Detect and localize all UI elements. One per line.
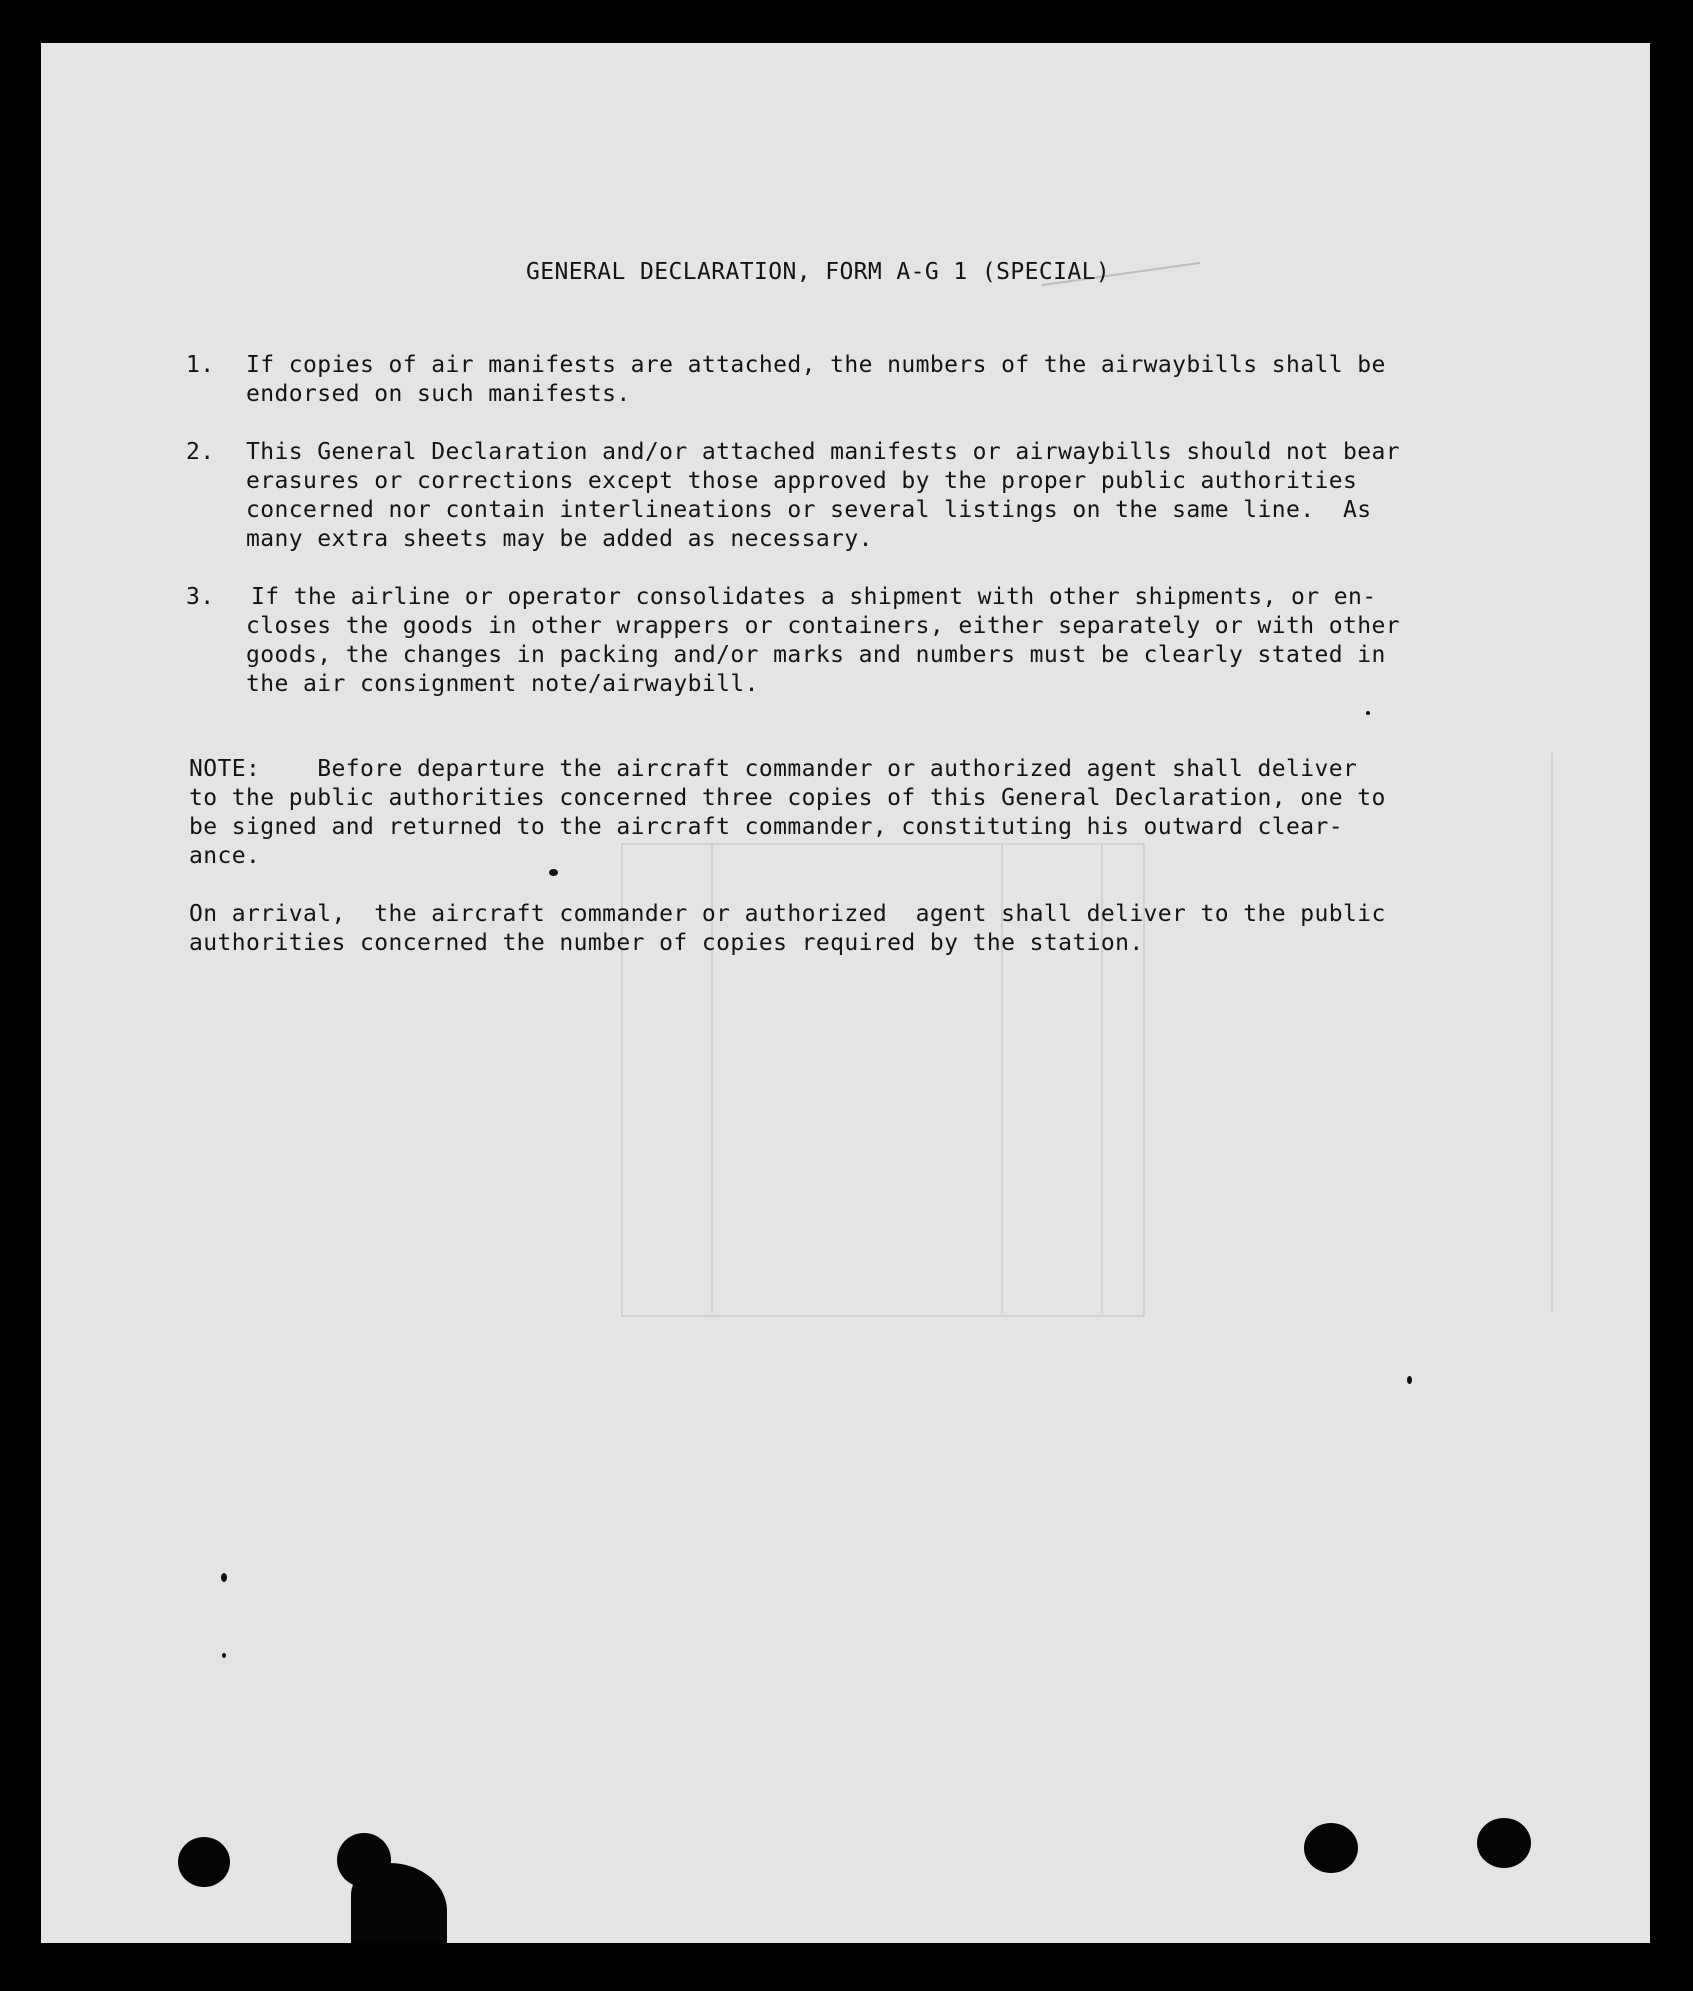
item-line: endorsed on such manifests. [246,381,631,407]
punch-hole [1304,1823,1358,1873]
item-line: This General Declaration and/or attached manifests or airwaybills should not bear [246,439,1401,465]
item-line: closes the goods in other wrappers or containers, either separately or with other [246,613,1401,639]
note-line: NOTE: Before departure the aircraft commander or authorized agent shall deliver [189,756,1358,782]
ink-speck [221,1573,227,1582]
page-title: GENERAL DECLARATION, FORM A-G 1 (SPECIAL) [526,259,1111,285]
item-line: concerned nor contain interlineations or several listings on the same line. As [246,497,1372,523]
item-line: If copies of air manifests are attached, the numbers of the airwaybills shall be [246,352,1386,378]
arrival-line: authorities concerned the number of copies required by the station. [189,930,1144,956]
item-line: erasures or corrections except those approved by the proper public authorities [246,468,1358,494]
ink-speck [549,869,558,876]
ink-speck [1366,711,1370,715]
punch-hole-tear [351,1863,447,1943]
note-line: ance. [189,843,261,869]
item-number: 2. [186,439,215,465]
document-page [41,43,1650,1943]
item-line: many extra sheets may be added as necessary. [246,526,873,552]
item-number: 1. [186,352,215,378]
ink-speck [222,1653,226,1658]
item-line: the air consignment note/airwaybill. [246,671,759,697]
ink-speck [1407,1376,1412,1384]
arrival-line: On arrival, the aircraft commander or authorized agent shall deliver to the public [189,901,1386,927]
note-line: be signed and returned to the aircraft commander, constituting his outward clear- [189,814,1344,840]
punch-hole [178,1837,230,1887]
item-line: goods, the changes in packing and/or marks and numbers must be clearly stated in [246,642,1386,668]
item-number: 3. [186,584,215,610]
show-through-rule [1551,753,1553,1313]
item-line: If the airline or operator consolidates a shipment with other shipments, or en- [251,584,1377,610]
punch-hole [1477,1818,1531,1868]
note-line: to the public authorities concerned three copies of this General Declaration, one to [189,785,1386,811]
